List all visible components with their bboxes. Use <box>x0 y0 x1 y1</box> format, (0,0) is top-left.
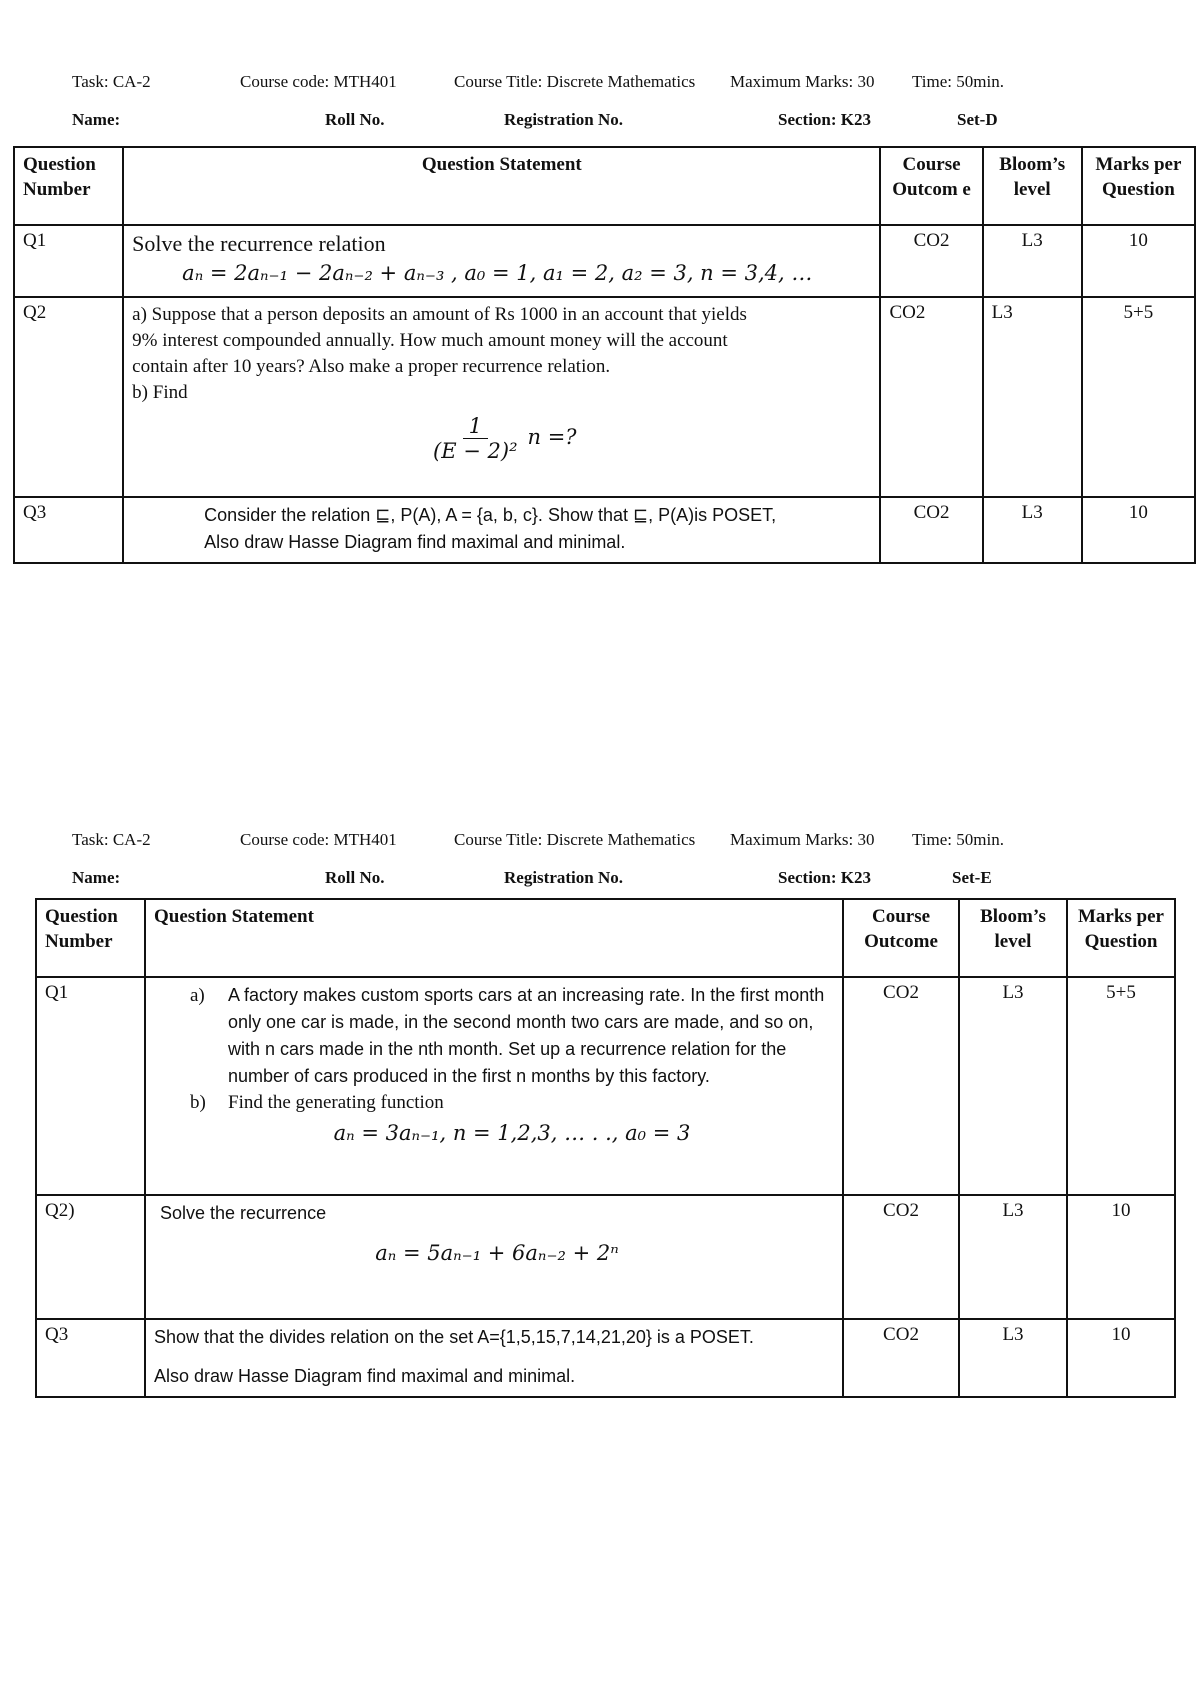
col-blooms-level: Bloom’s level <box>959 899 1067 977</box>
table-row <box>14 297 1195 497</box>
marks-value: 5+5 <box>1082 297 1195 497</box>
fraction-denominator: (E − 2)² <box>433 439 518 463</box>
item-text: A factory makes custom sports cars at an increasing rate. In the first month only one car is made, in the second month two cars are made, and so on, with n cars made in the nth month. Set up a recurrence relation for the number of cars produced in the first n months by this factory. <box>228 985 825 1086</box>
marks-value: 10 <box>1082 225 1195 297</box>
max-marks: Maximum Marks: 30 <box>730 830 875 849</box>
sub-question-list <box>190 982 834 1116</box>
fraction-tail: n =? <box>527 425 577 449</box>
course-outcome: CO2 <box>843 1319 959 1397</box>
question-statement <box>145 1319 843 1397</box>
question-statement <box>123 497 880 563</box>
blooms-level: L3 <box>983 297 1082 497</box>
list-item <box>190 1090 834 1116</box>
table-row <box>36 1195 1175 1319</box>
col-course-outcome: Course Outcom e <box>880 147 982 225</box>
time-limit: Time: 50min. <box>912 72 1004 91</box>
question-table <box>35 898 1176 1398</box>
roll-label: Roll No. <box>325 868 385 887</box>
blooms-level: L3 <box>983 225 1082 297</box>
question-statement <box>145 1195 843 1319</box>
set-label: Set-D <box>957 110 998 129</box>
question-statement <box>123 297 880 497</box>
item-marker: a) <box>190 985 205 1006</box>
list-item <box>190 982 834 1090</box>
table-header-row <box>36 899 1175 977</box>
course-outcome: CO2 <box>880 497 982 563</box>
section-label: Section: K23 <box>778 868 872 887</box>
table-row <box>36 1319 1175 1397</box>
marks-value: 10 <box>1067 1319 1175 1397</box>
col-question-number: Question Number <box>14 147 123 225</box>
col-course-outcome: Course Outcome <box>843 899 959 977</box>
task-label: Task: CA-2 <box>72 830 151 849</box>
col-blooms-level: Bloom’s level <box>983 147 1082 225</box>
name-label: Name: <box>72 868 121 887</box>
table-row <box>36 977 1175 1195</box>
set-label: Set-E <box>952 868 992 887</box>
max-marks: Maximum Marks: 30 <box>730 72 875 91</box>
generating-formula: aₙ = 3aₙ₋₁, n = 1,2,3, … . ., a₀ = 3 <box>333 1121 691 1145</box>
fraction <box>427 414 523 463</box>
blooms-level: L3 <box>959 1319 1067 1397</box>
task-label: Task: CA-2 <box>72 72 151 91</box>
fraction-numerator: 1 <box>463 414 488 439</box>
question-number: Q2) <box>36 1195 145 1319</box>
item-marker: b) <box>190 1092 206 1113</box>
col-question-number: Question Number <box>36 899 145 977</box>
statement-line: Show that the divides relation on the set A={1,5,15,7,14,21,20} is a POSET. <box>154 1327 754 1347</box>
course-title: Course Title: Discrete Mathematics <box>454 830 696 849</box>
question-number: Q2 <box>14 297 123 497</box>
course-outcome: CO2 <box>843 1195 959 1319</box>
statement-line: Also draw Hasse Diagram find maximal and minimal. <box>154 1366 576 1386</box>
section-label: Section: K23 <box>778 110 872 129</box>
statement-line: a) Suppose that a person deposits an amount of Rs 1000 in an account that yields <box>132 304 747 325</box>
col-question-statement: Question Statement <box>123 147 880 225</box>
statement-line: Also draw Hasse Diagram find maximal and minimal. <box>204 532 626 552</box>
time-limit: Time: 50min. <box>912 830 1004 849</box>
blooms-level: L3 <box>983 497 1082 563</box>
marks-value: 5+5 <box>1067 977 1175 1195</box>
course-outcome: CO2 <box>843 977 959 1195</box>
question-statement <box>145 977 843 1195</box>
statement-text: Solve the recurrence relation <box>132 231 386 256</box>
question-number: Q3 <box>36 1319 145 1397</box>
question-number: Q1 <box>36 977 145 1195</box>
table-row <box>14 497 1195 563</box>
blooms-level: L3 <box>959 1195 1067 1319</box>
question-statement <box>123 225 880 297</box>
statement-text: Solve the recurrence <box>160 1203 327 1223</box>
course-code: Course code: MTH401 <box>240 72 397 91</box>
course-code: Course code: MTH401 <box>240 830 397 849</box>
table-header-row <box>14 147 1195 225</box>
statement-line: Consider the relation ⊑, P(A), A = {a, b, c}. Show that ⊑, P(A)is POSET, <box>204 505 777 525</box>
course-title: Course Title: Discrete Mathematics <box>454 72 696 91</box>
table-row <box>14 225 1195 297</box>
blooms-level: L3 <box>959 977 1067 1195</box>
marks-value: 10 <box>1082 497 1195 563</box>
col-marks: Marks per Question <box>1082 147 1195 225</box>
recurrence-formula: aₙ = 5aₙ₋₁ + 6aₙ₋₂ + 2ⁿ <box>375 1241 619 1265</box>
question-number: Q1 <box>14 225 123 297</box>
registration-label: Registration No. <box>504 110 623 129</box>
operator-expression <box>132 414 871 463</box>
question-table <box>13 146 1196 564</box>
statement-line: b) Find <box>132 382 188 403</box>
col-question-statement: Question Statement <box>145 899 843 977</box>
registration-label: Registration No. <box>504 868 623 887</box>
item-text: Find the generating function <box>228 1092 444 1113</box>
course-outcome: CO2 <box>880 297 982 497</box>
question-number: Q3 <box>14 497 123 563</box>
statement-line: contain after 10 years? Also make a proper recurrence relation. <box>132 356 611 377</box>
name-label: Name: <box>72 110 121 129</box>
recurrence-formula: aₙ = 2aₙ₋₁ − 2aₙ₋₂ + aₙ₋₃ , a₀ = 1, a₁ = 2, a₂ = 3, n = 3,4, … <box>182 261 813 285</box>
statement-line: 9% interest compounded annually. How much amount money will the account <box>132 330 728 351</box>
col-marks: Marks per Question <box>1067 899 1175 977</box>
roll-label: Roll No. <box>325 110 385 129</box>
marks-value: 10 <box>1067 1195 1175 1319</box>
course-outcome: CO2 <box>880 225 982 297</box>
